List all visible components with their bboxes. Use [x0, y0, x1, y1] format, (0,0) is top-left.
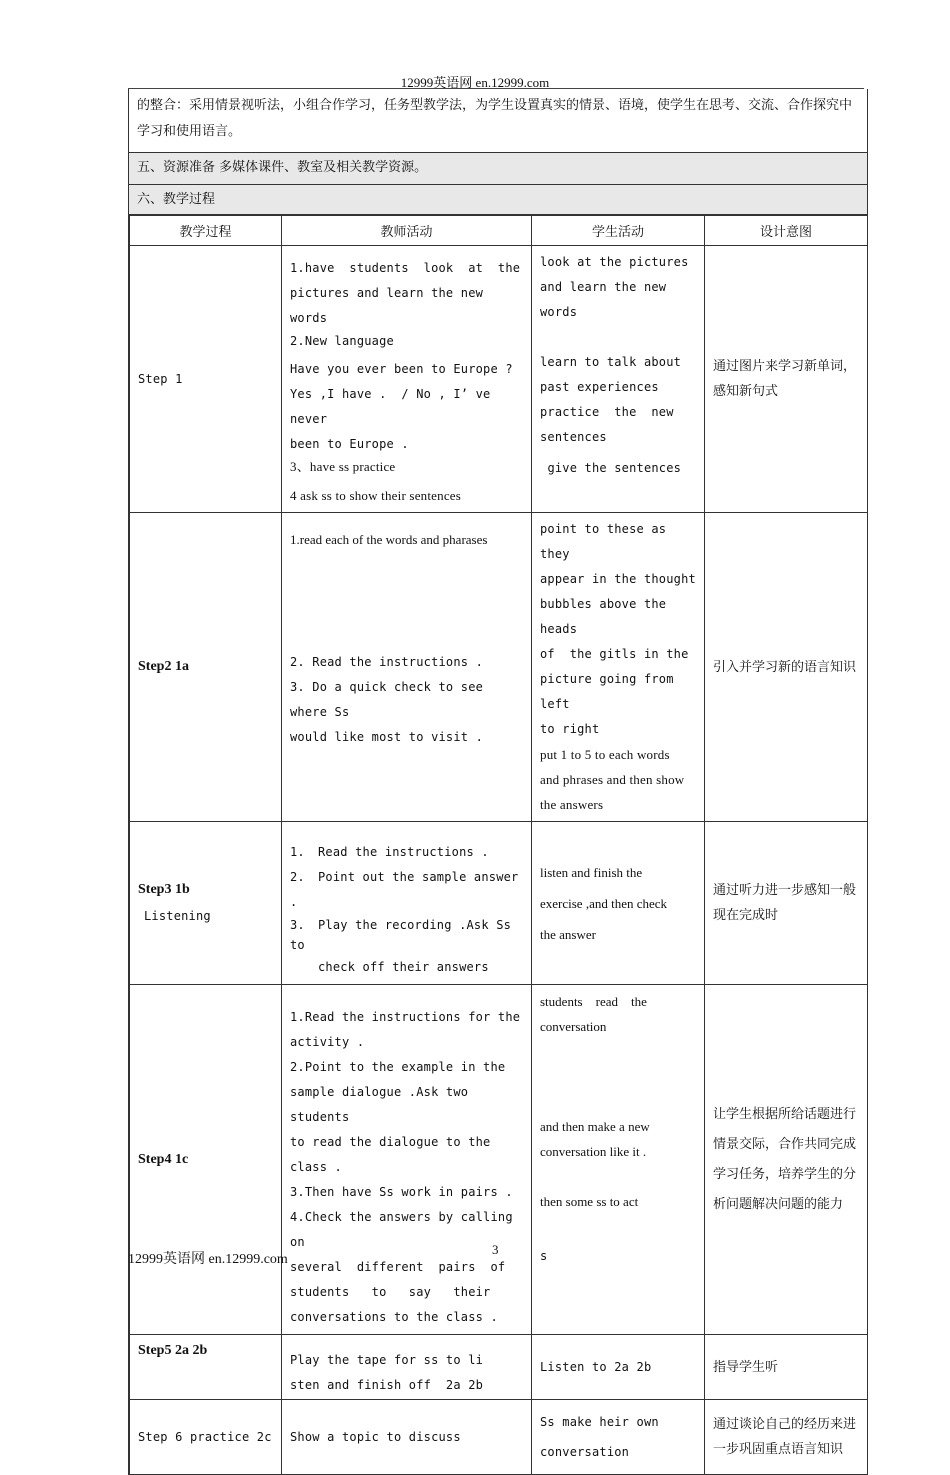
step1-student-line: sentences: [540, 430, 607, 444]
step1-teacher-line: 1.have students look at the: [290, 261, 521, 275]
step2-teacher-line: 2. Read the instructions .: [290, 655, 484, 669]
step3-student-line: the answer: [540, 926, 596, 942]
step5-teacher-line: sten and finish off 2a 2b: [290, 1378, 484, 1392]
step3-teacher: [282, 822, 532, 985]
intro-text: 的整合：采用情景视听法，小组合作学习，任务型教学法，为学生设置真实的情景、语境，使学生在思考、交流、合作探究中学习和使用语言。: [137, 98, 853, 139]
step3-teacher-cont: check off their answers: [318, 960, 489, 974]
step6-student-line: conversation: [540, 1445, 630, 1459]
step4-teacher-line: several different pairs of: [290, 1260, 506, 1274]
step6-student-line: Ss make heir own: [540, 1415, 659, 1429]
step2-student-line: point to these as they: [540, 522, 674, 561]
step3-teacher-item: [290, 865, 526, 915]
step2-student-line: appear in the thought: [540, 572, 696, 586]
process-title: 六、教学过程: [137, 192, 216, 207]
step2-student-line: picture going from left: [540, 672, 682, 711]
process-title-band: [129, 185, 867, 215]
header-intent: 设计意图: [705, 216, 868, 246]
step2-student-line: to right: [540, 722, 600, 736]
step4-name: Step4 1c: [130, 985, 282, 1335]
page-footer: 12999英语网 en.12999.com: [128, 1252, 288, 1267]
step3-student-line: listen and finish the: [540, 864, 643, 880]
step4-teacher-line: sample dialogue .Ask two students: [290, 1085, 476, 1124]
step2-student-line: of the gitls in the: [540, 647, 689, 661]
step2-student-line: put 1 to 5 to each words: [540, 747, 670, 762]
step5-student: Listen to 2a 2b: [532, 1335, 705, 1400]
step4-teacher-line: students to say their: [290, 1285, 491, 1299]
step4-teacher-line: 4.Check the answers by calling on: [290, 1210, 521, 1249]
step3-name-cell: [130, 822, 282, 985]
header-teacher: 教师活动: [282, 216, 532, 246]
step4-student-line: conversation like it .: [540, 1144, 647, 1159]
header-student: 学生活动: [532, 216, 705, 246]
step3-teacher-text: Play the recording .Ask Ss to: [290, 918, 519, 952]
step1-teacher-line: Have you ever been to Europe ?: [290, 362, 513, 376]
step1-intent: 通过图片来学习新单词，感知新句式: [705, 246, 868, 513]
page-number: 3: [492, 1242, 499, 1257]
step3-teacher-text: Read the instructions .: [318, 845, 489, 859]
step1-teacher-line: 4 ask ss to show their sentences: [290, 488, 462, 503]
step3-teacher-text: Point out the sample answer .: [290, 870, 526, 909]
step4-teacher-line: to read the dialogue to the class .: [290, 1135, 498, 1174]
step4-intent: 让学生根据所给话题进行情景交际，合作共同完成学习任务，培养学生的分析问题解决问题的能力: [705, 985, 868, 1335]
step5-teacher-line: Play the tape for ss to li: [290, 1353, 484, 1367]
step1-teacher-line: been to Europe .: [290, 437, 409, 451]
resources-text: 五、资源准备 多媒体课件、教室及相关教学资源。: [137, 160, 428, 175]
step1-student-line: give the sentences: [540, 461, 682, 475]
step4-teacher-line: 2.Point to the example in the: [290, 1060, 506, 1074]
table-row-step4: [130, 985, 868, 1335]
step1-teacher-line: pictures and learn the new words: [290, 286, 491, 325]
intro-band: [129, 89, 867, 153]
step1-student: [532, 246, 705, 513]
step2-student: [532, 513, 705, 822]
step1-student-line: look at the pictures: [540, 255, 689, 269]
step5-teacher: [282, 1335, 532, 1400]
step5-intent: 指导学生听: [705, 1335, 868, 1400]
step1-student-line: learn to talk about: [540, 355, 682, 369]
step1-teacher-line: 3、have ss practice: [290, 459, 396, 474]
table-row-step3: [130, 822, 868, 985]
step2-teacher-line: would like most to visit .: [290, 730, 484, 744]
step2-student-line: the answers: [540, 797, 604, 812]
step1-teacher: [282, 246, 532, 513]
step1-student-line: practice the new: [540, 405, 674, 419]
step3-teacher-num: 3.: [290, 918, 305, 932]
step3-teacher-num: 2.: [290, 870, 305, 884]
step2-teacher-line: 3. Do a quick check to see where Ss: [290, 680, 491, 719]
step4-teacher: [282, 985, 532, 1335]
step1-teacher-line: 2.New language: [290, 334, 394, 348]
step2-teacher: [282, 513, 532, 822]
step3-teacher-num: 1.: [290, 845, 305, 859]
step6-intent: 通过谈论自己的经历来进一步巩固重点语言知识: [705, 1400, 868, 1475]
page-header: 12999英语网 en.12999.com: [400, 75, 550, 90]
step1-student-line: and learn the new words: [540, 280, 674, 319]
table-row-step6: [130, 1400, 868, 1475]
step6-student: [532, 1400, 705, 1475]
step4-teacher-line: 1.Read the instructions for the: [290, 1010, 521, 1024]
table-row-step5: [130, 1335, 868, 1400]
step6-teacher: Show a topic to discuss: [282, 1400, 532, 1475]
step5-name: Step5 2a 2b: [130, 1335, 282, 1400]
step1-student-line: past experiences: [540, 380, 659, 394]
step3-sub: Listening: [144, 909, 211, 923]
step4-student-line: students read the: [540, 994, 647, 1009]
step6-name: Step 6 practice 2c: [130, 1400, 282, 1475]
step3-student: [532, 822, 705, 985]
step1-name: Step 1: [130, 246, 282, 513]
step2-student-line: bubbles above the heads: [540, 597, 674, 636]
step2-name: Step2 1a: [130, 513, 282, 822]
resources-band: [129, 153, 867, 185]
table-header-row: [130, 216, 868, 246]
process-table: [129, 215, 868, 1475]
step3-teacher-item: [290, 915, 523, 955]
step4-teacher-line: conversations to the class .: [290, 1310, 498, 1324]
step2-intent: 引入并学习新的语言知识: [705, 513, 868, 822]
step4-student: [532, 985, 705, 1335]
header-process: 教学过程: [130, 216, 282, 246]
step4-student-line: then some ss to act: [540, 1194, 639, 1209]
step4-teacher-line: 3.Then have Ss work in pairs .: [290, 1185, 513, 1199]
step4-teacher-line: activity .: [290, 1035, 365, 1049]
step4-student-line: s: [540, 1249, 548, 1263]
step4-student-line: and then make a new: [540, 1119, 650, 1134]
step3-intent: 通过听力进一步感知一般现在完成时: [705, 822, 868, 985]
step1-teacher-line: Yes ,I have . / No , I’ ve never: [290, 387, 498, 426]
step4-student-line: conversation: [540, 1019, 607, 1034]
table-row-step1: [130, 246, 868, 513]
table-row-step2: [130, 513, 868, 822]
step2-teacher-line: 1.read each of the words and pharases: [290, 532, 488, 547]
step3-teacher-item: [290, 840, 523, 865]
step3-name: Step3 1b: [138, 882, 190, 897]
step3-student-line: exercise ,and then check: [540, 895, 668, 911]
step2-student-line: and phrases and then show: [540, 772, 685, 787]
